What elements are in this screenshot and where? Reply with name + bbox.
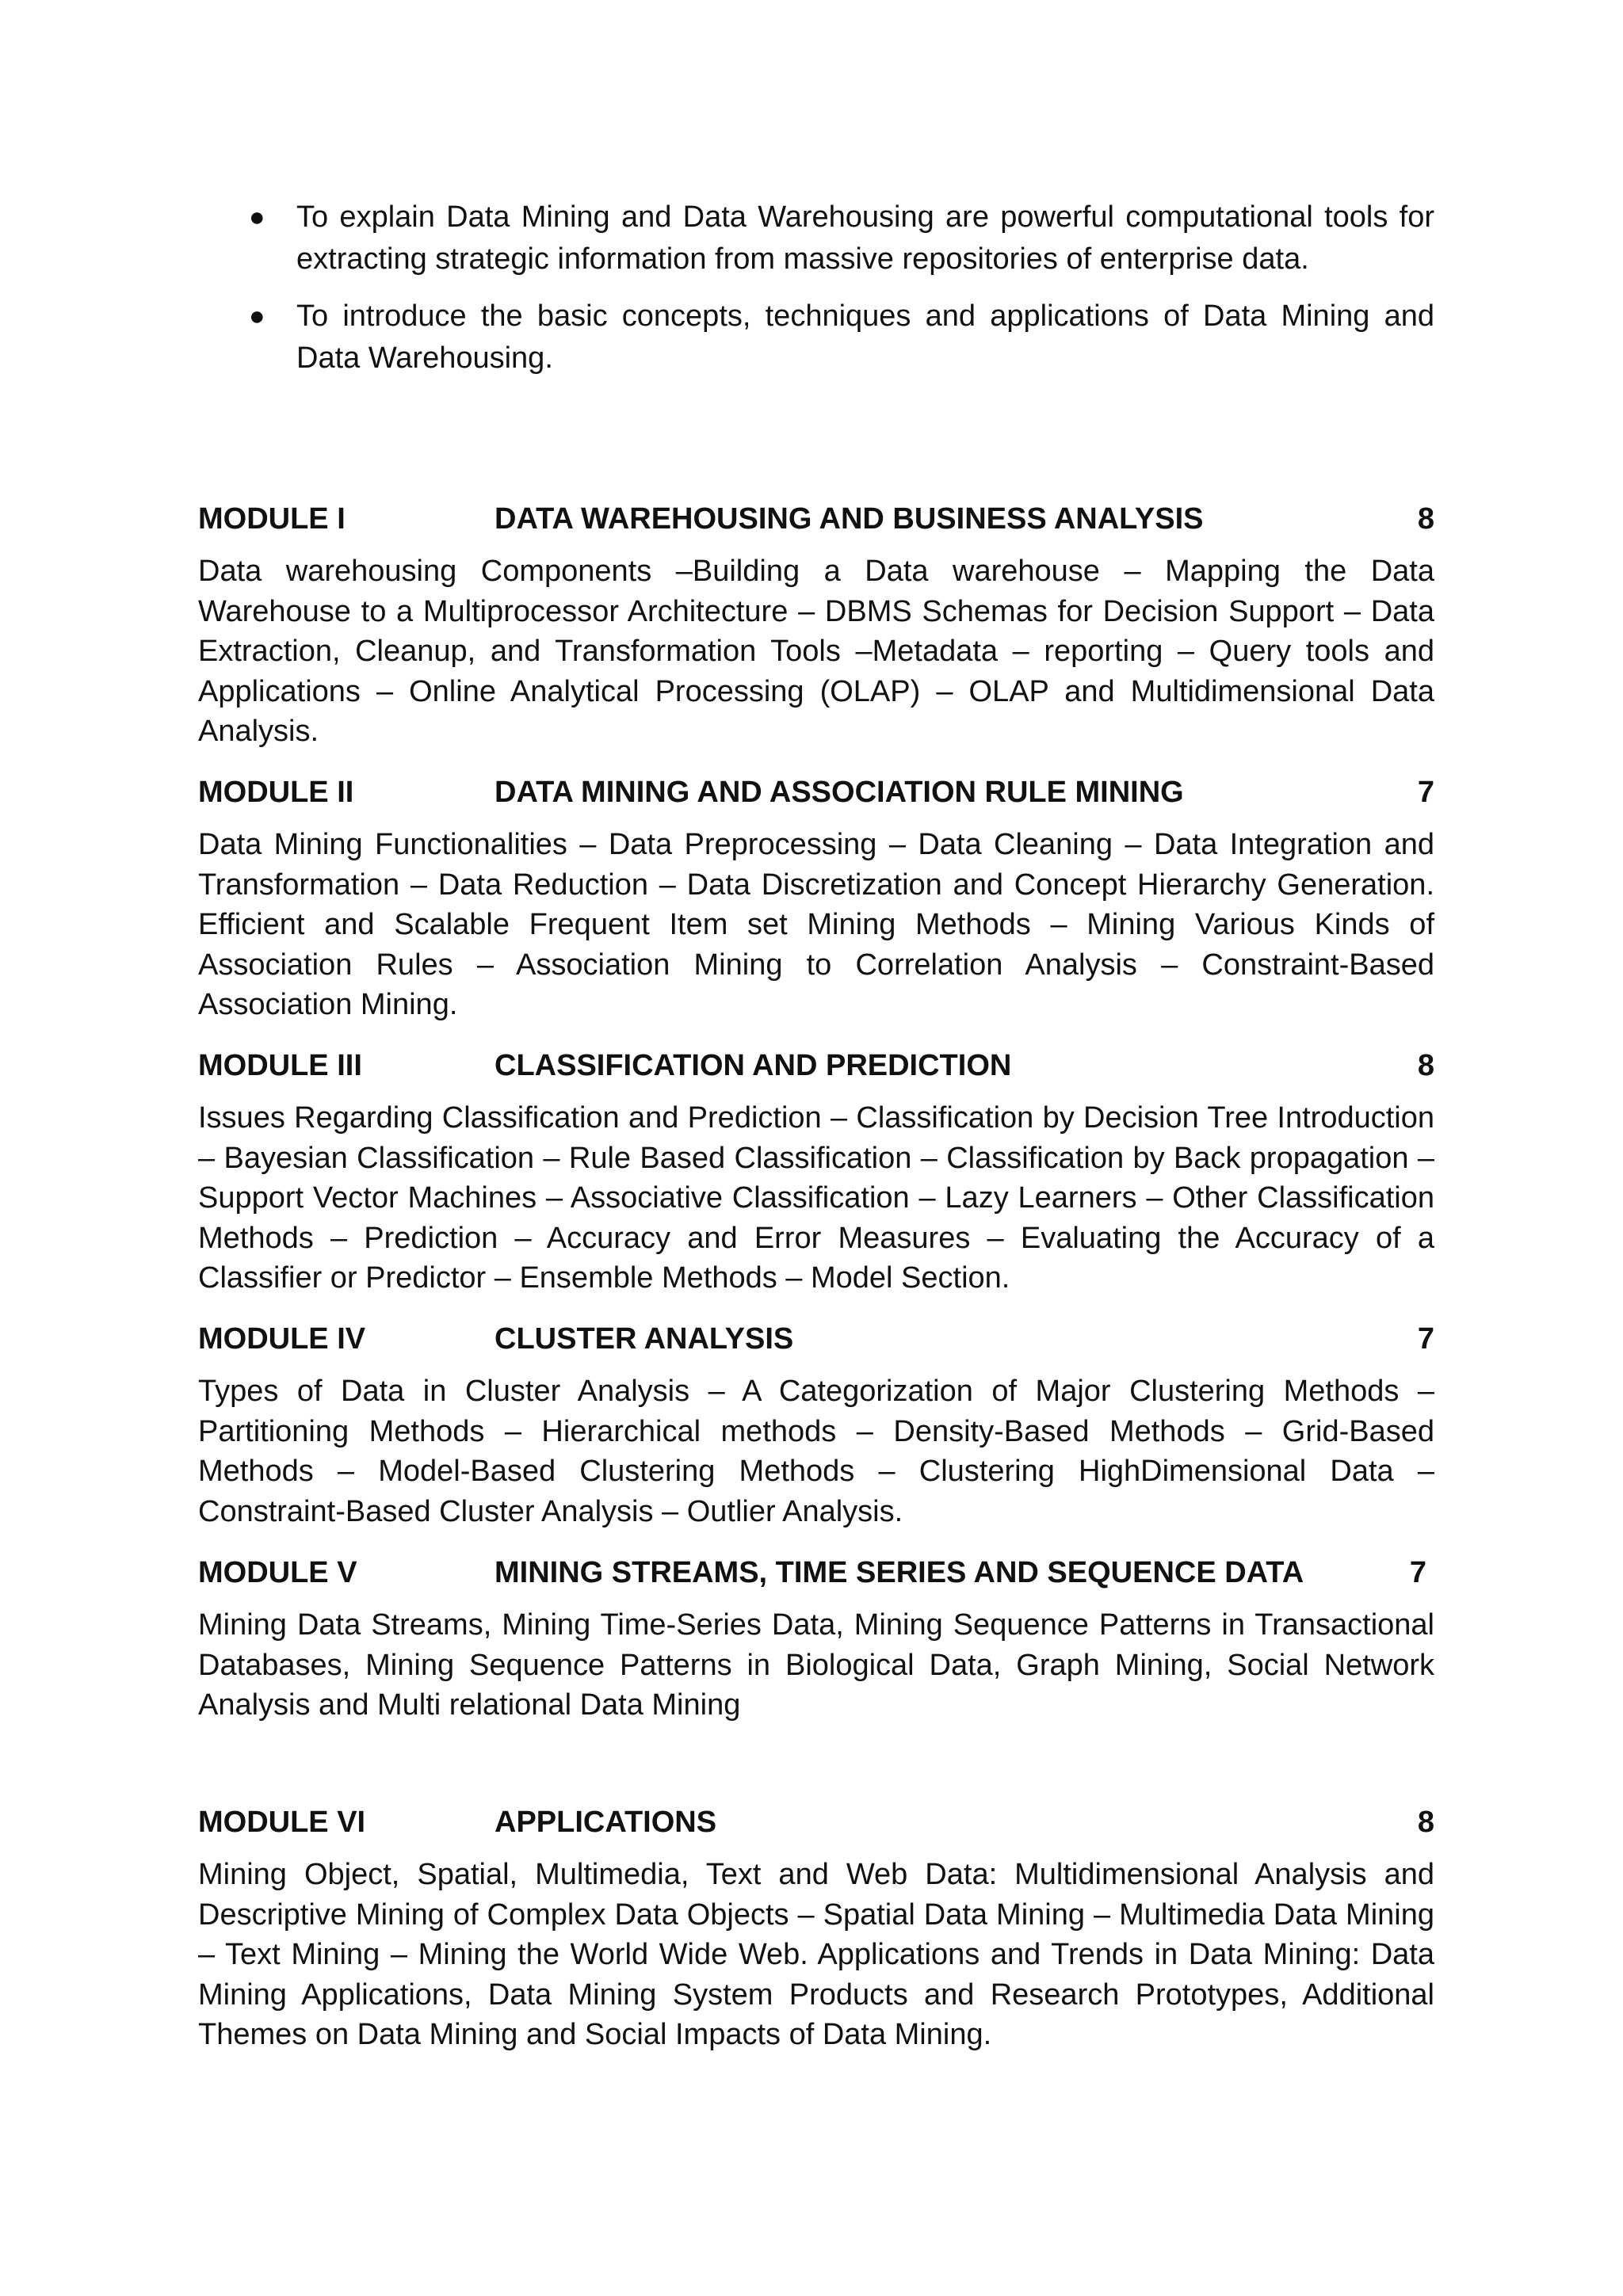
module-title: MINING STREAMS, TIME SERIES AND SEQUENCE DATA: [495, 1556, 1304, 1589]
module-number: MODULE II: [198, 776, 354, 809]
module-number: MODULE I: [198, 502, 346, 536]
objective-text: To introduce the basic concepts, techniques and applications of Data Mining and Data Warehousing.: [296, 299, 1434, 375]
module-1: [198, 498, 1434, 752]
module-5: [198, 1551, 1434, 1726]
module-number: MODULE III: [198, 1049, 362, 1082]
bullet-icon: ●: [249, 202, 265, 232]
module-title: CLASSIFICATION AND PREDICTION: [495, 1049, 1012, 1082]
module-heading: [198, 1318, 1434, 1360]
module-6: [198, 1801, 1434, 2055]
module-content: Types of Data in Cluster Analysis – A Categorization of Major Clustering Methods – Partitioning Methods – Hierarchical methods – Density-Based Methods – Grid-Based Methods – Model-Based Clustering Methods – Clustering HighDimensional Data – Constraint-Based Cluster Analysis – Outlier Analysis.: [198, 1375, 1434, 1528]
module-heading: [198, 1801, 1434, 1844]
module-heading: [198, 1044, 1434, 1087]
module-hours: 7: [1417, 1322, 1434, 1356]
bullet-icon: ●: [249, 301, 265, 331]
module-hours: 7: [1417, 776, 1434, 809]
module-title: APPLICATIONS: [495, 1806, 717, 1839]
module-content: Data warehousing Components –Building a Data warehouse – Mapping the Data Warehouse to a Multiprocessor Architecture – DBMS Schemas for Decision Support – Data Extraction, Cleanup, and Transformation Tools –Metadata – reporting – Query tools and Applications – Online Analytical Processing (OLAP) – OLAP and Multidimensional Data Analysis.: [198, 555, 1434, 748]
objective-text: To explain Data Mining and Data Warehousing are powerful computational tools for extracting strategic information from massive repositories of enterprise data.: [296, 200, 1434, 276]
module-title: DATA MINING AND ASSOCIATION RULE MINING: [495, 776, 1184, 809]
module-number: MODULE V: [198, 1556, 357, 1589]
module-content: Mining Object, Spatial, Multimedia, Text and Web Data: Multidimensional Analysis and Descriptive Mining of Complex Data Objects – Spatial Data Mining – Multimedia Data Mining – Text Mining – Mining the World Wide Web. Applications and Trends in Data Mining: Data Mining Applications, Data Mining System Products and Research Prototypes, Additional Themes on Data Mining and Social Impacts of Data Mining.: [198, 1858, 1434, 2051]
module-hours: 7: [1409, 1556, 1426, 1589]
module-content: Data Mining Functionalities – Data Preprocessing – Data Cleaning – Data Integration and Transformation – Data Reduction – Data Discretization and Concept Hierarchy Generation. Efficient and Scalable Frequent Item set Mining Methods – Mining Various Kinds of Association Rules – Association Mining to Correlation Analysis – Constraint-Based Association Mining.: [198, 828, 1434, 1021]
module-4: [198, 1318, 1434, 1531]
module-hours: 8: [1417, 1806, 1434, 1839]
module-hours: 8: [1417, 502, 1434, 536]
module-3: [198, 1044, 1434, 1299]
objective-item: [242, 296, 1434, 379]
module-heading: [198, 1551, 1434, 1594]
module-title: CLUSTER ANALYSIS: [495, 1322, 794, 1356]
module-number: MODULE VI: [198, 1806, 366, 1839]
module-content: Mining Data Streams, Mining Time-Series Data, Mining Sequence Patterns in Transactional Databases, Mining Sequence Patterns in Biological Data, Graph Mining, Social Network Analysis and Multi relational Data Mining: [198, 1608, 1434, 1722]
module-heading: [198, 771, 1434, 814]
module-2: [198, 771, 1434, 1025]
module-heading: [198, 498, 1434, 540]
module-number: MODULE IV: [198, 1322, 366, 1356]
module-content: Issues Regarding Classification and Prediction – Classification by Decision Tree Introduction – Bayesian Classification – Rule Based Classification – Classification by Back propagation – Support Vector Machines – Associative Classification – Lazy Learners – Other Classification Methods – Prediction – Accuracy and Error Measures – Evaluating the Accuracy of a Classifier or Predictor – Ensemble Methods – Model Section.: [198, 1101, 1434, 1295]
objectives-list: [242, 196, 1434, 395]
module-title: DATA WAREHOUSING AND BUSINESS ANALYSIS: [495, 502, 1204, 536]
objective-item: [242, 196, 1434, 280]
module-hours: 8: [1417, 1049, 1434, 1082]
